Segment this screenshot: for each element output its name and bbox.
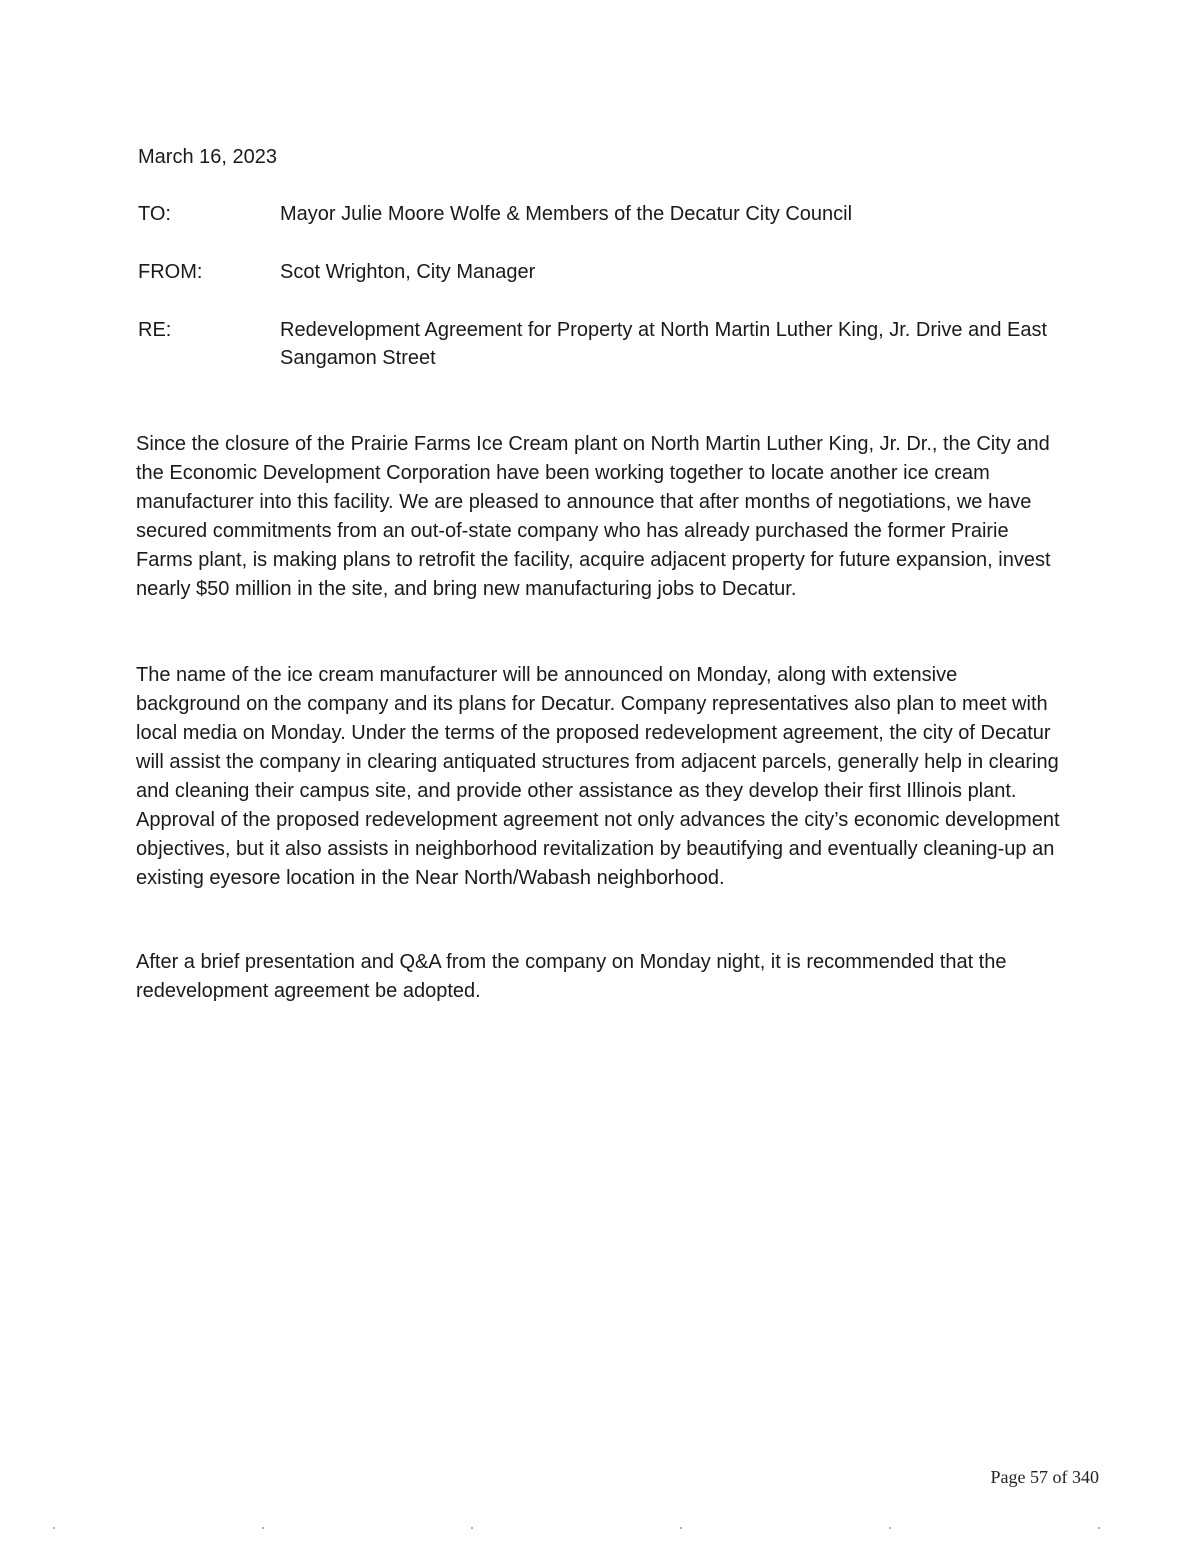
memo-re-value: Redevelopment Agreement for Property at North Martin Luther King, Jr. Drive and East Sangamon Street bbox=[280, 319, 1048, 369]
body-paragraph-3: After a brief presentation and Q&A from the company on Monday night, it is recommended that the redevelopment agreement be adopted. bbox=[136, 951, 1007, 1002]
scan-artifact bbox=[680, 1527, 682, 1529]
memo-to-row bbox=[138, 200, 1058, 228]
memo-date: March 16, 2023 bbox=[138, 146, 277, 168]
page-number: Page 57 of 340 bbox=[990, 1467, 1099, 1487]
body-paragraph-1: Since the closure of the Prairie Farms Ice Cream plant on North Martin Luther King, Jr. Dr., the City and the Economic Development Corporation have been working together to locate another ice cream manufacturer into this facility. We are pleased to announce that after months of negotiations, we have secured commitments from an out-of-state company who has already purchased the former Prairie Farms plant, is making plans to retrofit the facility, acquire adjacent property for future expansion, invest nearly $50 million in the site, and bring new manufacturing jobs to Decatur. bbox=[136, 433, 1051, 600]
memo-re-row bbox=[138, 316, 1058, 372]
memo-from-row bbox=[138, 258, 1058, 286]
memo-from-value: Scot Wrighton, City Manager bbox=[280, 261, 536, 283]
memo-to-label: TO: bbox=[138, 203, 171, 225]
scan-artifact bbox=[53, 1527, 55, 1529]
memo-to-value: Mayor Julie Moore Wolfe & Members of the Decatur City Council bbox=[280, 203, 853, 225]
scan-artifact bbox=[889, 1527, 891, 1529]
scan-artifact bbox=[471, 1527, 473, 1529]
scan-artifact bbox=[262, 1527, 264, 1529]
memo-from-label: FROM: bbox=[138, 261, 203, 283]
body-paragraph-2: The name of the ice cream manufacturer will be announced on Monday, along with extensive background on the company and its plans for Decatur. Company representatives also plan to meet with local media on Monday. Under the terms of the proposed redevelopment agreement, the city of Decatur will assist the company in clearing antiquated structures from adjacent parcels, generally help in clearing and cleaning their campus site, and provide other assistance as they develop their first Illinois plant. Approval of the proposed redevelopment agreement not only advances the city’s economic development objectives, but it also assists in neighborhood revitalization by beautifying and eventually cleaning-up an existing eyesore location in the Near North/Wabash neighborhood. bbox=[136, 664, 1060, 889]
scan-artifact bbox=[1098, 1527, 1100, 1529]
memo-re-label: RE: bbox=[138, 319, 172, 341]
